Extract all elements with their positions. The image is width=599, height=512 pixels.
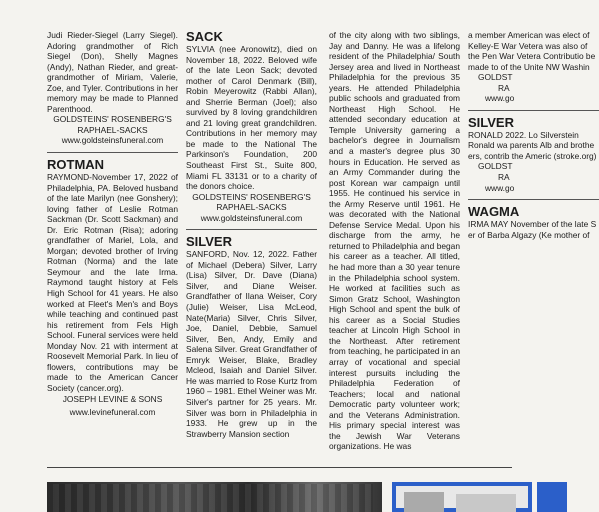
funeral-home-name: JOSEPH LEVINE & SONS (62, 393, 163, 404)
divider (47, 152, 178, 153)
divider (468, 199, 599, 200)
column-1 (47, 30, 178, 418)
obit-title-silver: SILVER (186, 234, 232, 250)
obit-body-silver-2: RONALD 2022. Lo Silverstein Ronald wa parents Alb and brothe ers, contrib the Americ (stroke.org) (468, 129, 597, 161)
obit-body-continued: a member American was elect of Kelley-E War Vetera was also of the Pen War Vetera Contributio be made to of the Unite NW Washin (468, 30, 596, 72)
section-divider (47, 467, 512, 468)
photo-image-dark (47, 482, 382, 512)
column-4 (468, 30, 599, 240)
obit-title-wagman: WAGMA (468, 204, 520, 220)
funeral-home-website: www.goldsteinsfuneral.com (200, 212, 303, 223)
obit-title-sack: SACK (186, 29, 223, 44)
obit-title-rotman: ROTMAN (47, 157, 105, 173)
funeral-home-website: www.go (485, 93, 515, 104)
funeral-home-name-2: RAPHAEL-SACKS (216, 202, 287, 213)
column-3 (329, 30, 460, 452)
photo-strip (47, 482, 512, 512)
obit-body-rotman: RAYMOND-November 17, 2022 of Philadelphia, PA. Beloved husband of the late Marilyn (nee Gonshery); loving father of Leslie Rotman Sackman (Dr. Scott Sackman) and Dr. Eric Rotman (Risa); adoring grandfather of Mariel, Lola, and Morgan; devoted brother of Irving Rotman (Norma) and the late Seymour and the late Irma. Raymond taught history at Fels High School for 41 years. He also worked at Fleet's Men's and Boys while teaching and continued past his retirement from Fels High School. Funeral services were held Monday Nov. 21 with interment at Roosevelt Memorial Park. In lieu of flowers, contributions may be made to the American Cancer Society (cancer.org). (47, 172, 178, 393)
funeral-home-website: www.levinefuneral.com (69, 407, 156, 418)
divider (186, 229, 317, 230)
funeral-home-website: www.go (485, 182, 515, 193)
funeral-home-name-2: RA (498, 172, 510, 183)
funeral-home-name: GOLDSTEINS' ROSENBERG'S (192, 191, 311, 202)
funeral-home-name-2: RA (498, 82, 510, 93)
funeral-home-website: www.goldsteinsfuneral.com (61, 135, 164, 146)
obit-body-silver-continued: of the city along with two siblings, Jay and Danny. He was a lifelong resident of the Philadelphia/ South Jersey area and lived in Northeast Philadelphia for the previous 35 years. He attended Philadelphia public schools and graduated from Northeast High School. He attended secondary education at Temple University garnering a bachelor's degree in Journalism and a master's degree plus 30 hours in Education. He served as an Army Commander during the post Korean war campaign until 1955. He continued his service in the Army Reserve until 1961. He was decorated with the National Defense Service Medal. Upon his discharge from the army, he returned to Philadelphia and began his career as a teacher. All titled, he had more than a 30 year tenure in the Philadelphia school system. He worked at facilities such as Simon Gratz School, Washington High School and spent the bulk of his career as a Social Studies teacher at Lincoln High School in the Northeast. After retirement from teaching, he participated in an array of vocational and special interest pursuits including the Philadelphia Federation of Teachers; local and national Democratic party volunteer work; and the Veterans Administration. His primary special interest was the Jewish War Veterans organizations. He was (329, 30, 460, 452)
column-2 (186, 30, 317, 439)
obit-continued-text: Judi Rieder-Siegel (Larry Siegel). Adoring grandmother of Rich Siegel (Don), Shelly Magnes (Andy), Nathan Rieder, and great-grandmother of Miriam, Valerie, Zoe, and Tyler. Contributions in her memory may be made to Planned Parenthood. (47, 30, 178, 114)
divider (468, 110, 599, 111)
funeral-home-name: GOLDST (478, 72, 513, 83)
funeral-home-name: GOLDST (478, 161, 513, 172)
photo-image-edge (537, 482, 567, 512)
obit-title-silver-2: SILVER (468, 114, 514, 130)
photo-image-framed (392, 482, 532, 512)
obit-body-wagman: IRMA MAY November of the late S er of Barba Algazy (Ke mother of (468, 219, 597, 240)
funeral-home-name: GOLDSTEINS' ROSENBERG'S (53, 114, 172, 125)
obit-body-sack: SYLVIA (nee Aronowitz), died on November 18, 2022. Beloved wife of the late Leon Sack; devoted mother of Carol Denmark (Bill), Robin Meyerowitz (Rabbi Allan), and Sherrie Berman (Joel); also survived by 8 loving grandchildren and 21 loving great grandchildren. Contributions in her memory may be made to the National The Parkinson's Foundation, 200 Southeast First St., Suite 800, Miami FL 33131 or to a charity of the donors choice. (186, 44, 317, 192)
funeral-home-name-2: RAPHAEL-SACKS (77, 124, 148, 135)
obit-body-silver: SANFORD, Nov. 12, 2022. Father of Michael (Debera) Silver, Larry (Lisa) Silver, Dr. Dave (Diana) Silver, and Diane Weiser. Grandfather of Ilana Weiser, Cory (Julie) Weiser, Lisa McLeod, Nate(Maria) Silver, Chris Silver, Joe, Daniel, Debbie, Samuel Silver, Ben, Andy, Emily and Salena Silver. Great Grandfather of Emryk Weiser, Blake, Bradley Mcleod, Isaiah and Daniel Silver. He was married to Rose Kurtz from 1960 – 1981. Ethel Weiner was Mr. Silver's partner for 25 years. Mr. Silver was born in Philadelphia in 1933. He grew up in the Strawberry Mansion section (186, 249, 317, 439)
